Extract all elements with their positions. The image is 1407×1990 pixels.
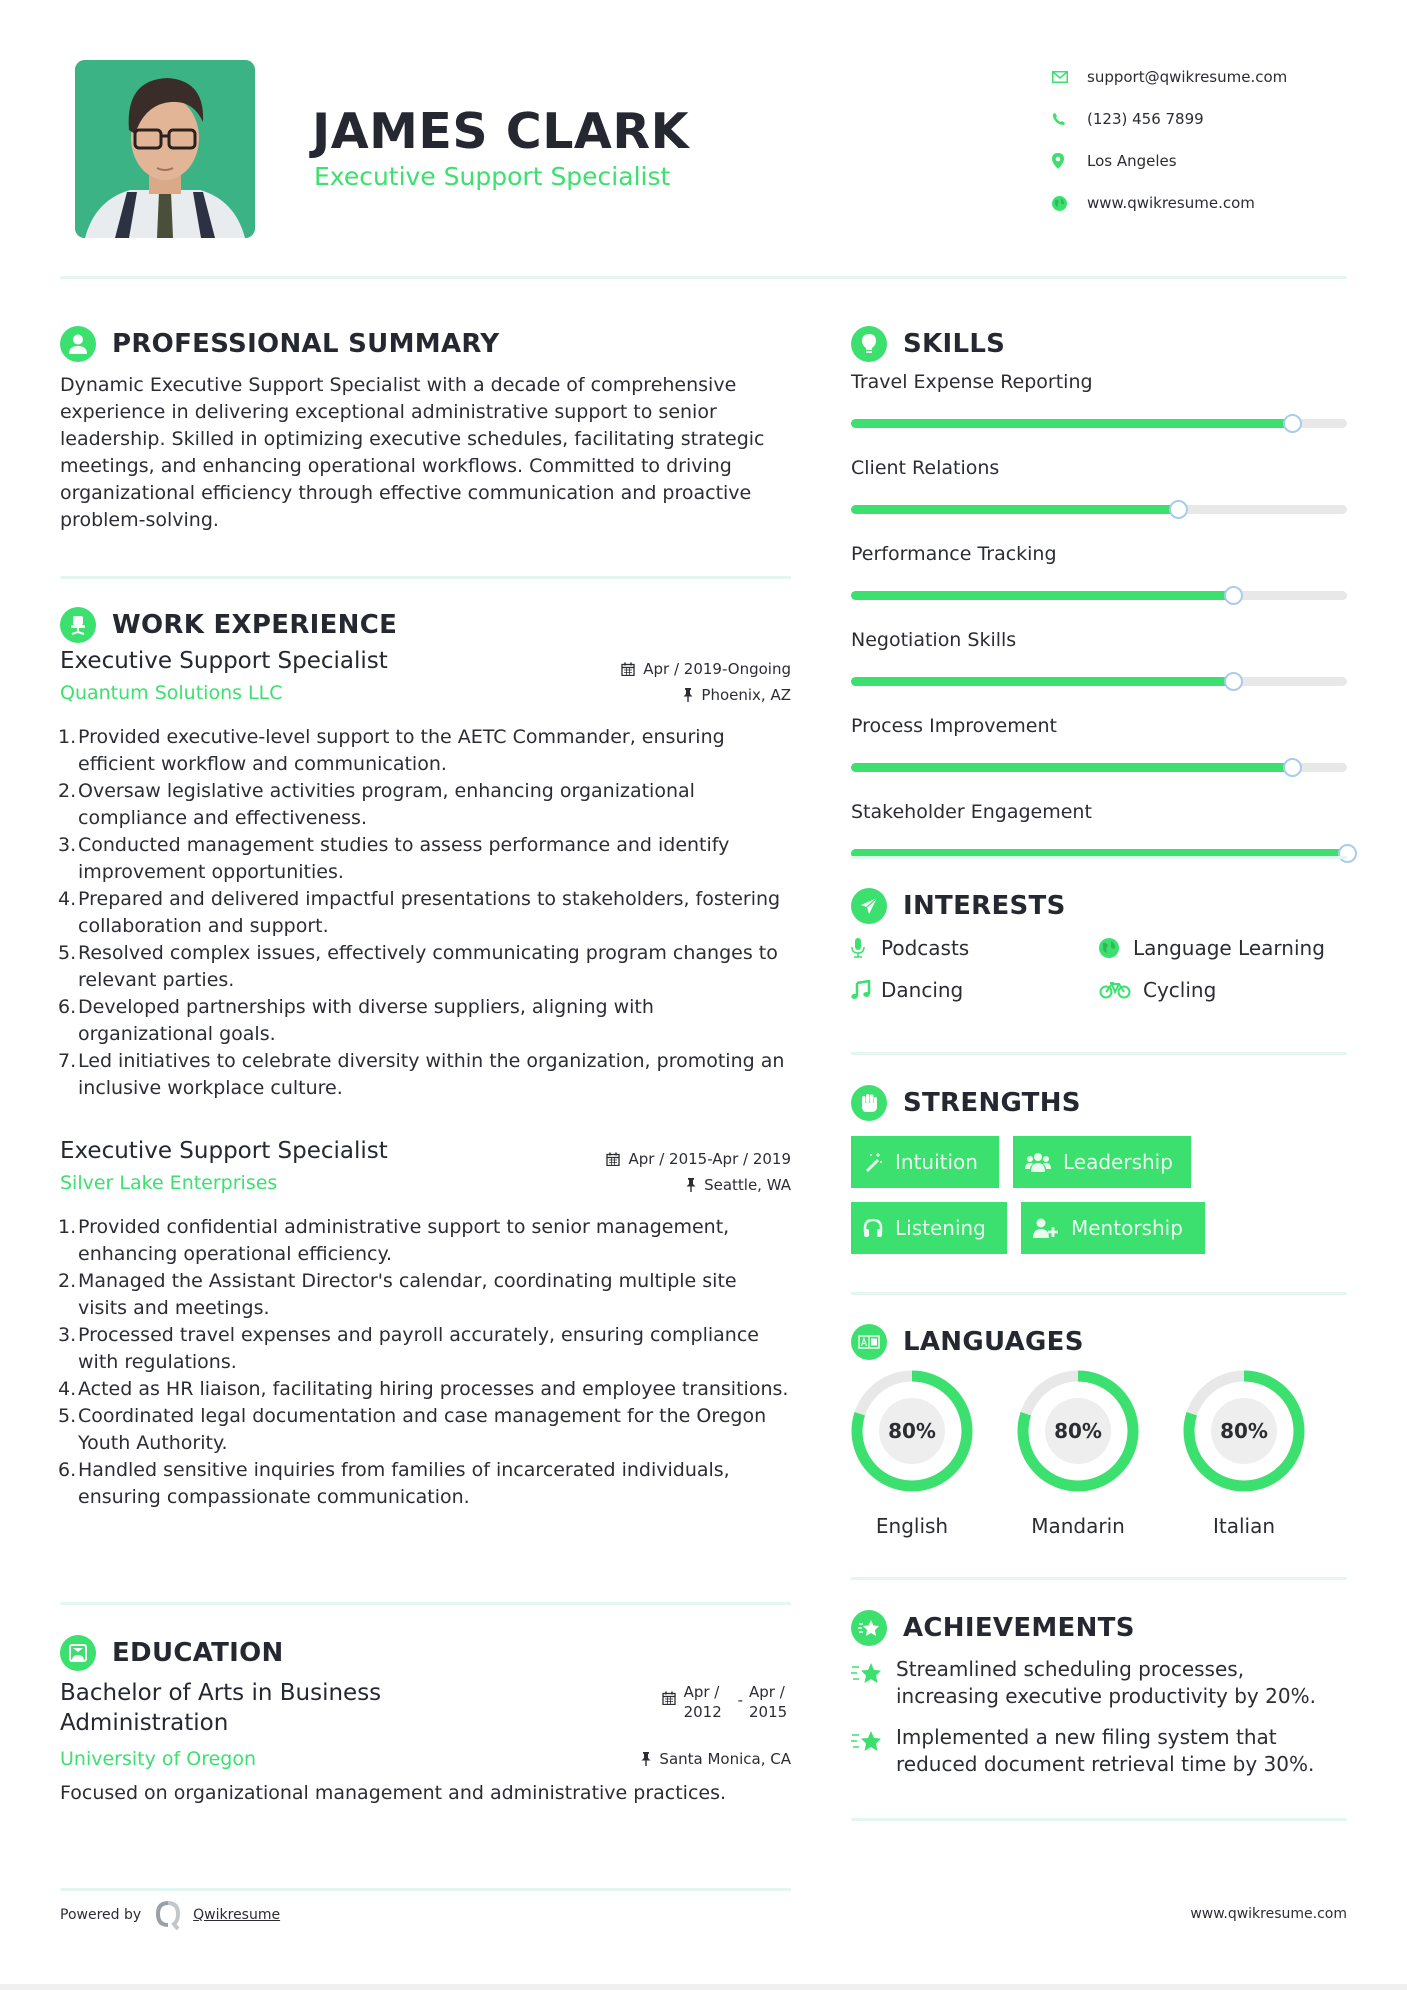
duty-item: 5. Coordinated legal documentation and case management for the Oregon Youth Authority. bbox=[58, 1405, 767, 1454]
calendar-icon bbox=[662, 1682, 676, 1705]
duty-item: 4. Acted as HR liaison, facilitating hiring processes and employee transitions. bbox=[58, 1378, 789, 1400]
education-end: Apr / 2015 bbox=[749, 1683, 788, 1721]
job-dates bbox=[606, 1138, 791, 1168]
calendar-icon bbox=[606, 1152, 620, 1166]
qwikresume-logo-icon bbox=[155, 1900, 181, 1930]
fist-icon bbox=[851, 1085, 887, 1121]
language-item bbox=[851, 1370, 973, 1538]
interests-list bbox=[851, 936, 1347, 1002]
office-chair-icon bbox=[60, 607, 96, 643]
microphone-icon bbox=[851, 938, 881, 958]
job-location-text: Seattle, WA bbox=[704, 1176, 791, 1194]
experience-title: WORK EXPERIENCE bbox=[112, 610, 398, 640]
language-percent: 80% bbox=[1045, 1398, 1111, 1464]
section-divider bbox=[851, 1292, 1347, 1295]
interest-label: Podcasts bbox=[881, 936, 970, 960]
strength-label: Listening bbox=[895, 1216, 986, 1240]
degree-title: Bachelor of Arts in Business Administration bbox=[60, 1680, 382, 1736]
skill-item bbox=[851, 371, 1347, 428]
achievements-list bbox=[851, 1656, 1347, 1792]
skill-label: Client Relations bbox=[851, 457, 1000, 479]
star-badge-icon bbox=[851, 1610, 887, 1646]
skill-label: Stakeholder Engagement bbox=[851, 801, 1092, 823]
translate-icon bbox=[851, 1324, 887, 1360]
education-start: Apr / 2012 bbox=[683, 1683, 722, 1721]
person-portrait-icon bbox=[75, 60, 255, 238]
skill-slider[interactable] bbox=[851, 763, 1347, 772]
duty-item: 1. Provided executive-level support to the AETC Commander, ensuring efficient workflow and communication. bbox=[58, 726, 725, 775]
language-item bbox=[1183, 1370, 1305, 1538]
powered-by bbox=[60, 1900, 280, 1930]
education-title: EDUCATION bbox=[112, 1638, 284, 1668]
skill-label: Travel Expense Reporting bbox=[851, 371, 1093, 393]
school-name: University of Oregon bbox=[60, 1748, 257, 1770]
globe-icon bbox=[1052, 196, 1087, 211]
language-name: English bbox=[875, 1514, 949, 1538]
strengths-heading bbox=[851, 1085, 1347, 1121]
globe-icon bbox=[1099, 938, 1133, 958]
pushpin-icon bbox=[683, 688, 693, 702]
slider-knob[interactable] bbox=[1338, 844, 1357, 863]
shooting-star-icon bbox=[851, 1656, 896, 1690]
strength-chip bbox=[851, 1136, 999, 1188]
slider-knob[interactable] bbox=[1224, 672, 1243, 691]
skills-list bbox=[851, 371, 1347, 887]
interest-item bbox=[1099, 978, 1347, 1002]
contact-email[interactable] bbox=[1052, 56, 1382, 98]
summary-text: Dynamic Executive Support Specialist with a decade of comprehensive experience in delivering exceptional administrative support to senior leadership. Skilled in optimizing executive schedules, facilitating strategic meetings, and enhancing operational workflows. Committed to driving organizational efficiency through effective communication and proactive problem-solving. bbox=[60, 374, 765, 531]
achievement-text: Streamlined scheduling processes, increasing executive productivity by 20%. bbox=[896, 1657, 1316, 1708]
skill-label: Performance Tracking bbox=[851, 543, 1057, 565]
skill-label: Negotiation Skills bbox=[851, 629, 1017, 651]
duty-item: 6. Developed partnerships with diverse suppliers, aligning with organizational goals. bbox=[58, 996, 654, 1045]
company-name: Quantum Solutions LLC bbox=[60, 682, 283, 704]
experience-heading bbox=[60, 607, 791, 643]
section-divider bbox=[851, 1577, 1347, 1580]
strength-label: Leadership bbox=[1063, 1150, 1173, 1174]
achievement-item bbox=[851, 1724, 1347, 1778]
duty-item: 6. Handled sensitive inquiries from families of incarcerated individuals, ensuring compassionate communication. bbox=[58, 1459, 730, 1508]
lightbulb-icon bbox=[851, 326, 887, 362]
summary-title: PROFESSIONAL SUMMARY bbox=[112, 329, 500, 359]
contact-email-text: support@qwikresume.com bbox=[1087, 68, 1288, 86]
interest-label: Dancing bbox=[881, 978, 964, 1002]
strengths-list bbox=[851, 1136, 1347, 1254]
interests-heading bbox=[851, 888, 1347, 924]
skill-item bbox=[851, 543, 1347, 600]
page-bottom-edge bbox=[0, 1984, 1407, 1990]
skill-label: Process Improvement bbox=[851, 715, 1057, 737]
job-dates-text: Apr / 2019-Ongoing bbox=[643, 660, 791, 678]
language-name: Italian bbox=[1212, 1514, 1276, 1538]
header-divider bbox=[60, 276, 1347, 279]
date-separator: - bbox=[737, 1691, 743, 1709]
education-location-text: Santa Monica, CA bbox=[659, 1750, 791, 1768]
strength-chip bbox=[851, 1202, 1007, 1254]
strengths-title: STRENGTHS bbox=[903, 1088, 1081, 1118]
languages-title: LANGUAGES bbox=[903, 1327, 1084, 1357]
duty-item: 2. Oversaw legislative activities program, enhancing organizational compliance and effectiveness. bbox=[58, 780, 695, 829]
language-progress-ring bbox=[851, 1370, 973, 1492]
education-heading bbox=[60, 1635, 791, 1671]
skill-slider[interactable] bbox=[851, 677, 1347, 686]
duty-item: 3. Processed travel expenses and payroll accurately, ensuring compliance with regulations. bbox=[58, 1324, 759, 1373]
user-icon bbox=[60, 326, 96, 362]
headphones-icon bbox=[863, 1219, 883, 1237]
duty-item: 7. Led initiatives to celebrate diversity within the organization, promoting an inclusive workplace culture. bbox=[58, 1050, 785, 1099]
skill-item bbox=[851, 801, 1347, 858]
skill-slider[interactable] bbox=[851, 505, 1347, 514]
job-dates bbox=[621, 648, 791, 678]
candidate-title: Executive Support Specialist bbox=[314, 162, 671, 191]
user-plus-icon bbox=[1033, 1218, 1059, 1238]
duty-item: 5. Resolved complex issues, effectively communicating program changes to relevant parties. bbox=[58, 942, 778, 991]
interest-item bbox=[1099, 936, 1347, 960]
powered-by-label: Powered by bbox=[60, 1907, 142, 1923]
duty-item: 4. Prepared and delivered impactful presentations to stakeholders, fostering collaboration and support. bbox=[58, 888, 781, 937]
bicycle-icon bbox=[1099, 981, 1143, 999]
languages-heading bbox=[851, 1324, 1347, 1360]
contact-list bbox=[1052, 56, 1382, 224]
users-icon bbox=[1025, 1152, 1051, 1172]
footer-divider bbox=[60, 1888, 791, 1891]
profile-photo bbox=[75, 60, 255, 238]
footer-website[interactable]: www.qwikresume.com bbox=[1190, 1906, 1347, 1922]
phone-icon bbox=[1052, 112, 1087, 126]
music-note-icon bbox=[851, 980, 881, 1000]
contact-location-text: Los Angeles bbox=[1087, 152, 1177, 170]
language-name: Mandarin bbox=[1031, 1514, 1125, 1538]
slider-knob[interactable] bbox=[1224, 586, 1243, 605]
interest-item bbox=[851, 978, 1099, 1002]
section-divider bbox=[60, 1602, 791, 1605]
language-percent: 80% bbox=[1211, 1398, 1277, 1464]
summary-heading bbox=[60, 326, 791, 362]
qwikresume-link[interactable]: Qwikresume bbox=[193, 1907, 281, 1923]
achievement-item bbox=[851, 1656, 1347, 1710]
strength-label: Intuition bbox=[895, 1150, 978, 1174]
section-divider bbox=[851, 1818, 1347, 1821]
languages-list bbox=[851, 1370, 1347, 1538]
contact-location bbox=[1052, 140, 1382, 182]
job-location bbox=[683, 682, 791, 704]
skills-heading bbox=[851, 326, 1347, 362]
contact-website-text: www.qwikresume.com bbox=[1087, 194, 1255, 212]
education-entry bbox=[60, 1678, 791, 1807]
contact-phone-text: (123) 456 7899 bbox=[1087, 110, 1204, 128]
slider-knob[interactable] bbox=[1283, 758, 1302, 777]
skill-item bbox=[851, 629, 1347, 686]
duty-item: 1. Provided confidential administrative support to senior management, enhancing operational efficiency. bbox=[58, 1216, 730, 1265]
job-title: Executive Support Specialist bbox=[60, 648, 388, 674]
job-entry bbox=[60, 1138, 791, 1511]
strength-chip bbox=[1013, 1136, 1191, 1188]
skill-slider[interactable] bbox=[851, 419, 1347, 428]
job-entry bbox=[60, 648, 791, 1102]
job-title: Executive Support Specialist bbox=[60, 1138, 388, 1164]
language-progress-ring bbox=[1183, 1370, 1305, 1492]
education-description: Focused on organizational management and administrative practices. bbox=[60, 1782, 727, 1804]
magic-wand-icon bbox=[863, 1152, 883, 1172]
interest-label: Language Learning bbox=[1133, 936, 1325, 960]
map-marker-icon bbox=[1052, 153, 1087, 169]
slider-knob[interactable] bbox=[1283, 414, 1302, 433]
education-location bbox=[641, 1748, 791, 1768]
job-dates-text: Apr / 2015-Apr / 2019 bbox=[628, 1150, 791, 1168]
interest-label: Cycling bbox=[1143, 978, 1217, 1002]
education-dates bbox=[662, 1678, 791, 1722]
strength-label: Mentorship bbox=[1071, 1216, 1183, 1240]
language-percent: 80% bbox=[879, 1398, 945, 1464]
language-progress-ring bbox=[1017, 1370, 1139, 1492]
shooting-star-icon bbox=[851, 1724, 896, 1758]
pushpin-icon bbox=[641, 1752, 651, 1766]
skill-item bbox=[851, 715, 1347, 772]
achievements-title: ACHIEVEMENTS bbox=[903, 1613, 1135, 1643]
job-location-text: Phoenix, AZ bbox=[701, 686, 791, 704]
duties-list bbox=[60, 1214, 791, 1511]
section-divider bbox=[851, 1052, 1347, 1055]
candidate-name: JAMES CLARK bbox=[312, 103, 690, 160]
skills-title: SKILLS bbox=[903, 329, 1006, 359]
duty-item: 2. Managed the Assistant Director's calendar, coordinating multiple site visits and meetings. bbox=[58, 1270, 737, 1319]
contact-phone[interactable] bbox=[1052, 98, 1382, 140]
paper-plane-icon bbox=[851, 888, 887, 924]
interests-title: INTERESTS bbox=[903, 891, 1066, 921]
duty-item: 3. Conducted management studies to assess performance and identify improvement opportunities. bbox=[58, 834, 730, 883]
section-divider bbox=[851, 856, 1347, 859]
achievements-heading bbox=[851, 1610, 1347, 1646]
company-name: Silver Lake Enterprises bbox=[60, 1172, 278, 1194]
achievement-text: Implemented a new filing system that reduced document retrieval time by 30%. bbox=[896, 1725, 1315, 1776]
skill-slider[interactable] bbox=[851, 591, 1347, 600]
calendar-icon bbox=[621, 662, 635, 676]
slider-knob[interactable] bbox=[1169, 500, 1188, 519]
interest-item bbox=[851, 936, 1099, 960]
language-item bbox=[1017, 1370, 1139, 1538]
graduate-icon bbox=[60, 1635, 96, 1671]
duties-list bbox=[60, 724, 791, 1102]
job-location bbox=[686, 1172, 791, 1194]
contact-website[interactable] bbox=[1052, 182, 1382, 224]
section-divider bbox=[60, 576, 791, 579]
strength-chip bbox=[1021, 1202, 1205, 1254]
skill-item bbox=[851, 457, 1347, 514]
pushpin-icon bbox=[686, 1178, 696, 1192]
envelope-icon bbox=[1052, 71, 1087, 83]
